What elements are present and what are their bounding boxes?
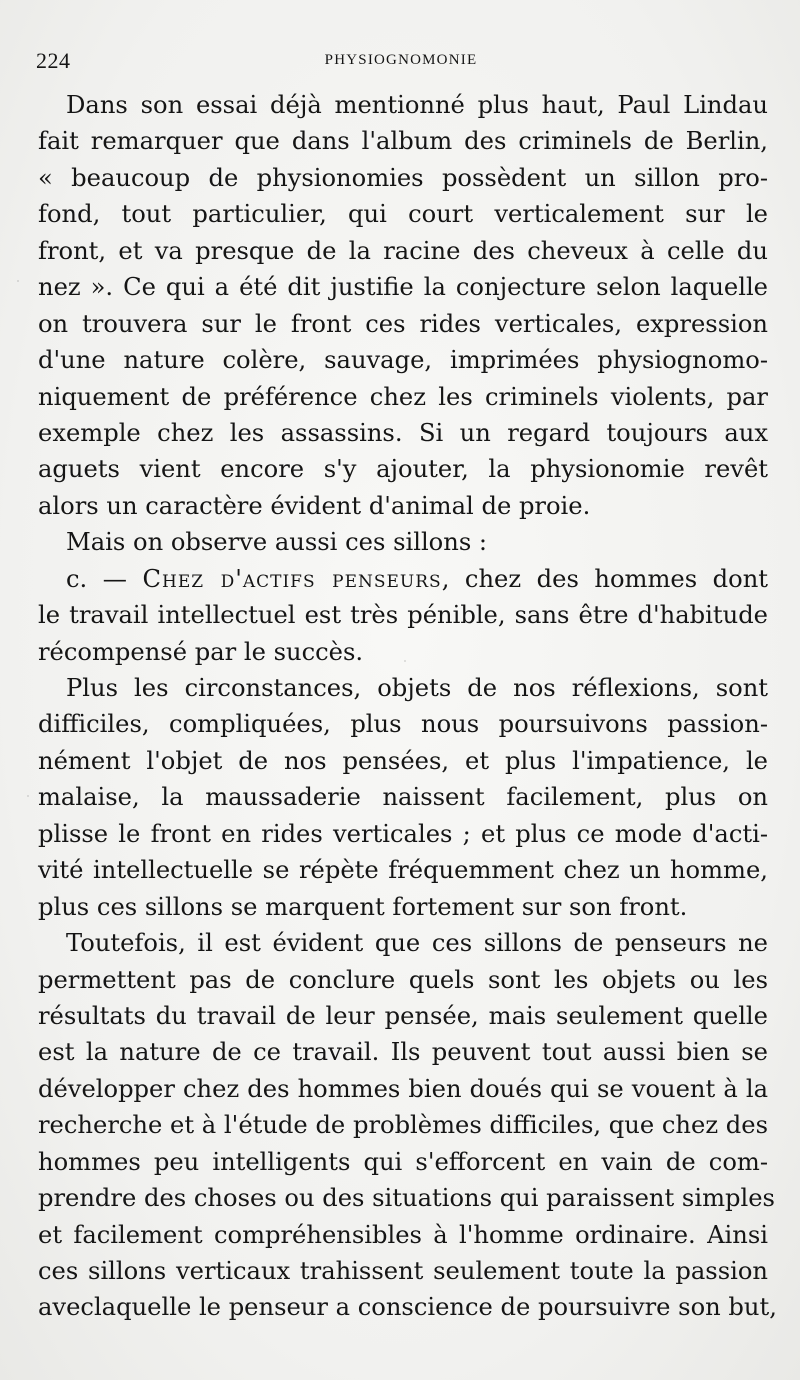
text-line: exemple chez les assassins. Si un regard toujours aux	[38, 418, 768, 447]
text-line: nez ». Ce qui a été dit justifie la conjecture selon laquelle	[38, 273, 768, 302]
text-line: Dans son essai déjà mentionné plus haut, Paul Lindau	[66, 91, 768, 119]
text-line: « beaucoup de physionomies possèdent un sillon pro-	[38, 163, 768, 192]
text-line: hommes peu intelligents qui s'efforcent en vain de com-	[38, 1147, 768, 1176]
text-line: difficiles, compliquées, plus nous poursuivons passion-	[38, 710, 768, 739]
page-header	[36, 48, 766, 76]
text-line: ces sillons verticaux trahissent seulement toute la passion	[38, 1257, 768, 1285]
text-line: et facilement compréhensibles à l'homme ordinaire. Ainsi	[38, 1220, 768, 1249]
text-line: plus ces sillons se marquent fortement sur son front.	[38, 892, 688, 921]
paper-speck	[404, 660, 406, 662]
text-line: prendre des choses ou des situations qui paraissent simples	[38, 1184, 775, 1213]
section-c-label: c. —	[66, 564, 143, 593]
text-line: recherche et à l'étude de problèmes difficiles, que chez des	[38, 1111, 768, 1140]
text-line: aguets vient encore s'y ajouter, la physionomie revêt	[38, 455, 768, 484]
text-line: est la nature de ce travail. Ils peuvent tout aussi bien se	[38, 1038, 768, 1067]
text-line: fait remarquer que dans l'album des criminels de Berlin,	[38, 127, 768, 156]
section-c-heading-line	[38, 561, 768, 597]
section-c-title: Chez d'actifs penseurs	[142, 564, 442, 593]
text-line: permettent pas de conclure quels sont les objets ou les	[38, 965, 768, 994]
text-line: aveclaquelle le penseur a conscience de poursuivre son but,	[38, 1293, 777, 1322]
text-line: malaise, la maussaderie naissent facilement, plus on	[38, 783, 768, 812]
text-line: Plus les circonstances, objets de nos réflexions, sont	[66, 674, 768, 702]
text-line: le travail intellectuel est très pénible, sans être d'habitude	[38, 601, 768, 630]
paper-speck	[17, 280, 19, 282]
text-line: récompensé par le succès.	[38, 637, 364, 666]
text-line: nément l'objet de nos pensées, et plus l'impatience, le	[38, 746, 768, 775]
text-line: développer chez des hommes bien doués qui se vouent à la	[38, 1074, 768, 1103]
section-c-rest: , chez des hommes dont	[441, 564, 768, 593]
text-line: niquement de préférence chez les criminels violents, par	[38, 382, 768, 411]
text-line: fond, tout particulier, qui court verticalement sur le	[38, 200, 768, 229]
text-line: plisse le front en rides verticales ; et plus ce mode d'acti-	[38, 819, 768, 848]
paper-speck	[27, 795, 29, 797]
text-line: on trouvera sur le front ces rides verticales, expression	[38, 309, 768, 338]
text-line: résultats du travail de leur pensée, mais seulement quelle	[38, 1001, 768, 1030]
text-line: front, et va presque de la racine des cheveux à celle du	[38, 236, 768, 265]
text-line: vité intellectuelle se répète fréquemment chez un homme,	[38, 856, 768, 885]
body-text	[38, 87, 777, 1326]
text-line: d'une nature colère, sauvage, imprimées physiognomo-	[38, 346, 768, 375]
page-number: 224	[36, 48, 71, 73]
running-title: PHYSIOGNOMONIE	[324, 52, 478, 68]
text-line: alors un caractère évident d'animal de proie.	[38, 491, 591, 520]
text-line: Mais on observe aussi ces sillons :	[66, 528, 488, 557]
text-line: Toutefois, il est évident que ces sillons de penseurs ne	[66, 929, 768, 958]
